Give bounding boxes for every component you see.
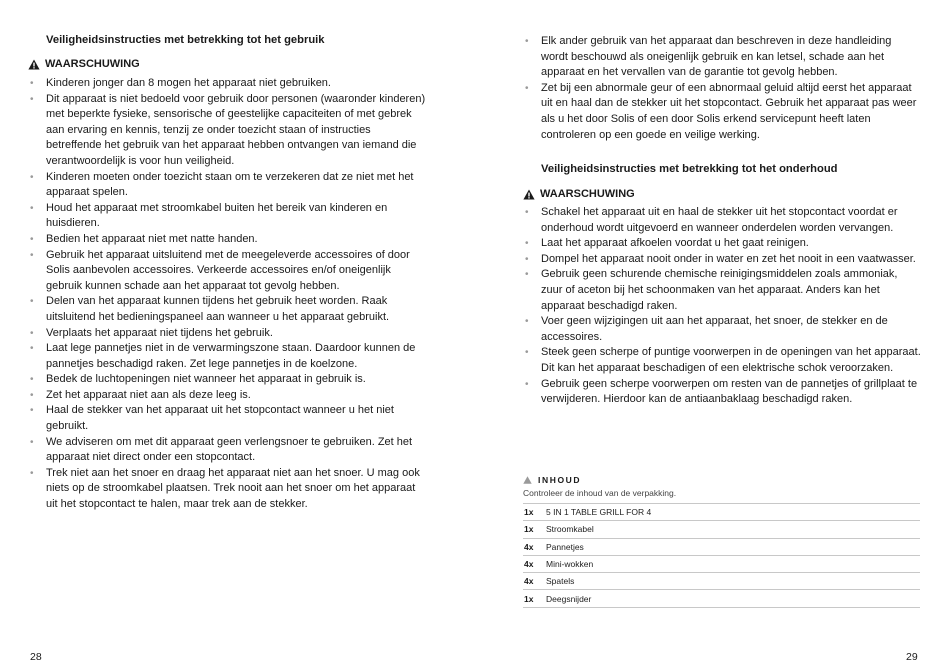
- contents-title: [523, 474, 581, 486]
- warning-triangle-icon: [523, 189, 535, 200]
- contents-item: Stroomkabel: [546, 521, 920, 538]
- maintenance-safety-heading: Veiligheidsinstructies met betrekking tot het onderhoud: [541, 163, 838, 175]
- bullet-icon: •: [30, 93, 34, 105]
- contents-qty: 4x: [523, 538, 546, 555]
- contents-title-label: INHOUD: [538, 475, 582, 485]
- bullet-icon: •: [30, 233, 34, 245]
- maintenance-safety-list: [523, 205, 921, 408]
- list-item: • Schakel het apparaat uit en haal de stekker uit het stopcontact voordat er onderhoud wordt uitgevoerd en wanneer onderdelen worden vervangen.: [525, 206, 898, 234]
- bullet-icon: •: [30, 374, 34, 386]
- page-number-right: 29: [906, 651, 918, 663]
- contents-item: Pannetjes: [546, 538, 920, 555]
- list-item: • Dit apparaat is niet bedoeld voor gebruik door personen (waaronder kinderen) met beperkte fysieke, sensorische of geestelijke capaciteiten of met gebrek aan ervaring en kennis, tenzij ze onder toezicht staan of instructies betreffende het gebruik van het apparaat hebben ontvangen van iemand die verantwoordelijk is voor hun veiligheid.: [30, 92, 426, 167]
- list-item: • Dompel het apparaat nooit onder in water en zet het nooit in een vaatwasser.: [523, 252, 921, 268]
- contents-table: [523, 503, 920, 608]
- contents-qty: 1x: [523, 521, 546, 538]
- list-item: • Haal de stekker van het apparaat uit het stopcontact wanneer u het niet gebruikt.: [30, 404, 394, 433]
- list-item: • Zet het apparaat niet aan als deze leeg is.: [28, 388, 428, 404]
- usage-warning: [28, 57, 140, 71]
- bullet-icon: •: [30, 436, 34, 448]
- bullet-icon: •: [30, 78, 34, 89]
- list-item: • Bedek de luchtopeningen niet wanneer het apparaat in gebruik is.: [28, 372, 428, 388]
- bullet-icon: •: [525, 238, 529, 250]
- list-item: • Elk ander gebruik van het apparaat dan beschreven in deze handleiding wordt beschouwd als oneigenlijk gebruik en kan letsel, schade aan het apparaat en het vervallen van de garantie tot gevolg hebben.: [525, 35, 892, 79]
- bullet-icon: •: [525, 316, 529, 328]
- maintenance-warning-label: WAARSCHUWING: [540, 188, 635, 200]
- contents-item: Mini-wokken: [546, 555, 920, 572]
- list-item: • Zet bij een abnormale geur of een abnormaal geluid altijd eerst het apparaat uit en haal dan de stekker uit het stopcontact. Gebruik het apparaat pas weer als u het door Solis of een door Solis erkend servicepunt heeft laten controleren op een goede en veilige werking.: [525, 81, 917, 141]
- usage-safety-list-continued: [523, 34, 921, 143]
- list-item: • Laat lege pannetjes niet in de verwarmingszone staan. Daardoor kunnen de pannetjes beschadigd raken. Zet lege pannetjes in de koelzone.: [30, 342, 416, 370]
- contents-qty: 1x: [523, 504, 546, 521]
- bullet-icon: •: [30, 171, 34, 183]
- list-item: • Verplaats het apparaat niet tijdens het gebruik.: [28, 326, 428, 342]
- table-row: [523, 521, 920, 538]
- bullet-icon: •: [525, 36, 529, 47]
- table-row: [523, 555, 920, 572]
- table-row: [523, 538, 920, 555]
- bullet-icon: •: [525, 269, 529, 281]
- usage-safety-heading: Veiligheidsinstructies met betrekking tot het gebruik: [46, 34, 325, 46]
- table-row: [523, 573, 920, 590]
- list-item: • Voer geen wijzigingen uit aan het apparaat, het snoer, de stekker en de accessoires.: [525, 315, 888, 343]
- list-item: • Trek niet aan het snoer en draag het apparaat niet aan het snoer. U mag ook niets op de stroomkabel plaatsen. Trek nooit aan het snoer om het apparaat uit het stopcontact te halen, maar trek aan de stekker.: [30, 466, 420, 511]
- contents-qty: 4x: [523, 573, 546, 590]
- bullet-icon: •: [30, 296, 34, 308]
- list-item: • Houd het apparaat met stroomkabel buiten het bereik van kinderen en huisdieren.: [30, 201, 388, 230]
- bullet-icon: •: [30, 467, 34, 479]
- bullet-icon: •: [30, 405, 34, 417]
- list-item: • Laat het apparaat afkoelen voordat u het gaat reinigen.: [523, 236, 921, 252]
- bullet-icon: •: [525, 207, 529, 218]
- contents-item: Deegsnijder: [546, 590, 920, 607]
- list-item: • Kinderen jonger dan 8 mogen het apparaat niet gebruiken.: [28, 76, 428, 92]
- warning-triangle-icon: [28, 59, 40, 70]
- bullet-icon: •: [30, 343, 34, 355]
- contents-qty: 1x: [523, 590, 546, 607]
- list-item: • We adviseren om met dit apparaat geen verlengsnoer te gebruiken. Zet het apparaat niet direct onder een stopcontact.: [30, 435, 413, 464]
- list-item: • Delen van het apparaat kunnen tijdens het gebruik heet worden. Raak uitsluitend het bedieningspaneel aan wanneer u het apparaat gebruikt.: [30, 295, 390, 323]
- contents-subtitle: Controleer de inhoud van de verpakking.: [523, 488, 677, 498]
- bullet-icon: •: [525, 378, 529, 390]
- contents-item: Spatels: [546, 573, 920, 590]
- usage-warning-label: WAARSCHUWING: [45, 58, 140, 70]
- bullet-icon: •: [30, 389, 34, 401]
- left-page: [28, 0, 428, 663]
- triangle-marker-icon: [523, 476, 532, 484]
- bullet-icon: •: [525, 82, 529, 94]
- bullet-icon: •: [30, 327, 34, 339]
- table-row: [523, 504, 920, 521]
- right-page: [523, 0, 921, 663]
- table-row: [523, 590, 920, 607]
- list-item: • Gebruik geen schurende chemische reinigingsmiddelen zoals ammoniak, zuur of aceton bij het schoonmaken van het apparaat. Anders kan het apparaat beschadigd raken.: [525, 268, 898, 312]
- page-number-left: 28: [30, 651, 42, 663]
- list-item: • Gebruik geen scherpe voorwerpen om resten van de pannetjes of grillplaat te verwijderen. Hierdoor kan de antiaanbaklaag beschadigd raken.: [525, 377, 918, 406]
- contents-item: 5 IN 1 TABLE GRILL FOR 4: [546, 504, 920, 521]
- list-item: • Kinderen moeten onder toezicht staan om te verzekeren dat ze niet met het apparaat spelen.: [30, 170, 414, 199]
- bullet-icon: •: [525, 253, 529, 265]
- bullet-icon: •: [525, 347, 529, 359]
- maintenance-warning: [523, 187, 635, 201]
- contents-qty: 4x: [523, 555, 546, 572]
- usage-safety-list: [28, 76, 428, 513]
- list-item: • Bedien het apparaat niet met natte handen.: [28, 232, 428, 248]
- bullet-icon: •: [30, 249, 34, 261]
- bullet-icon: •: [30, 202, 34, 214]
- list-item: • Steek geen scherpe of puntige voorwerpen in de openingen van het apparaat. Dit kan het apparaat beschadigen of een elektrische schok veroorzaken.: [525, 346, 921, 374]
- list-item: • Gebruik het apparaat uitsluitend met de meegeleverde accessoires of door Solis aanbevolen accessoires. Verkeerde accessoires en/of oneigenlijk gebruik kunnen schade aan het apparaat tot gevolg hebben.: [30, 248, 410, 292]
